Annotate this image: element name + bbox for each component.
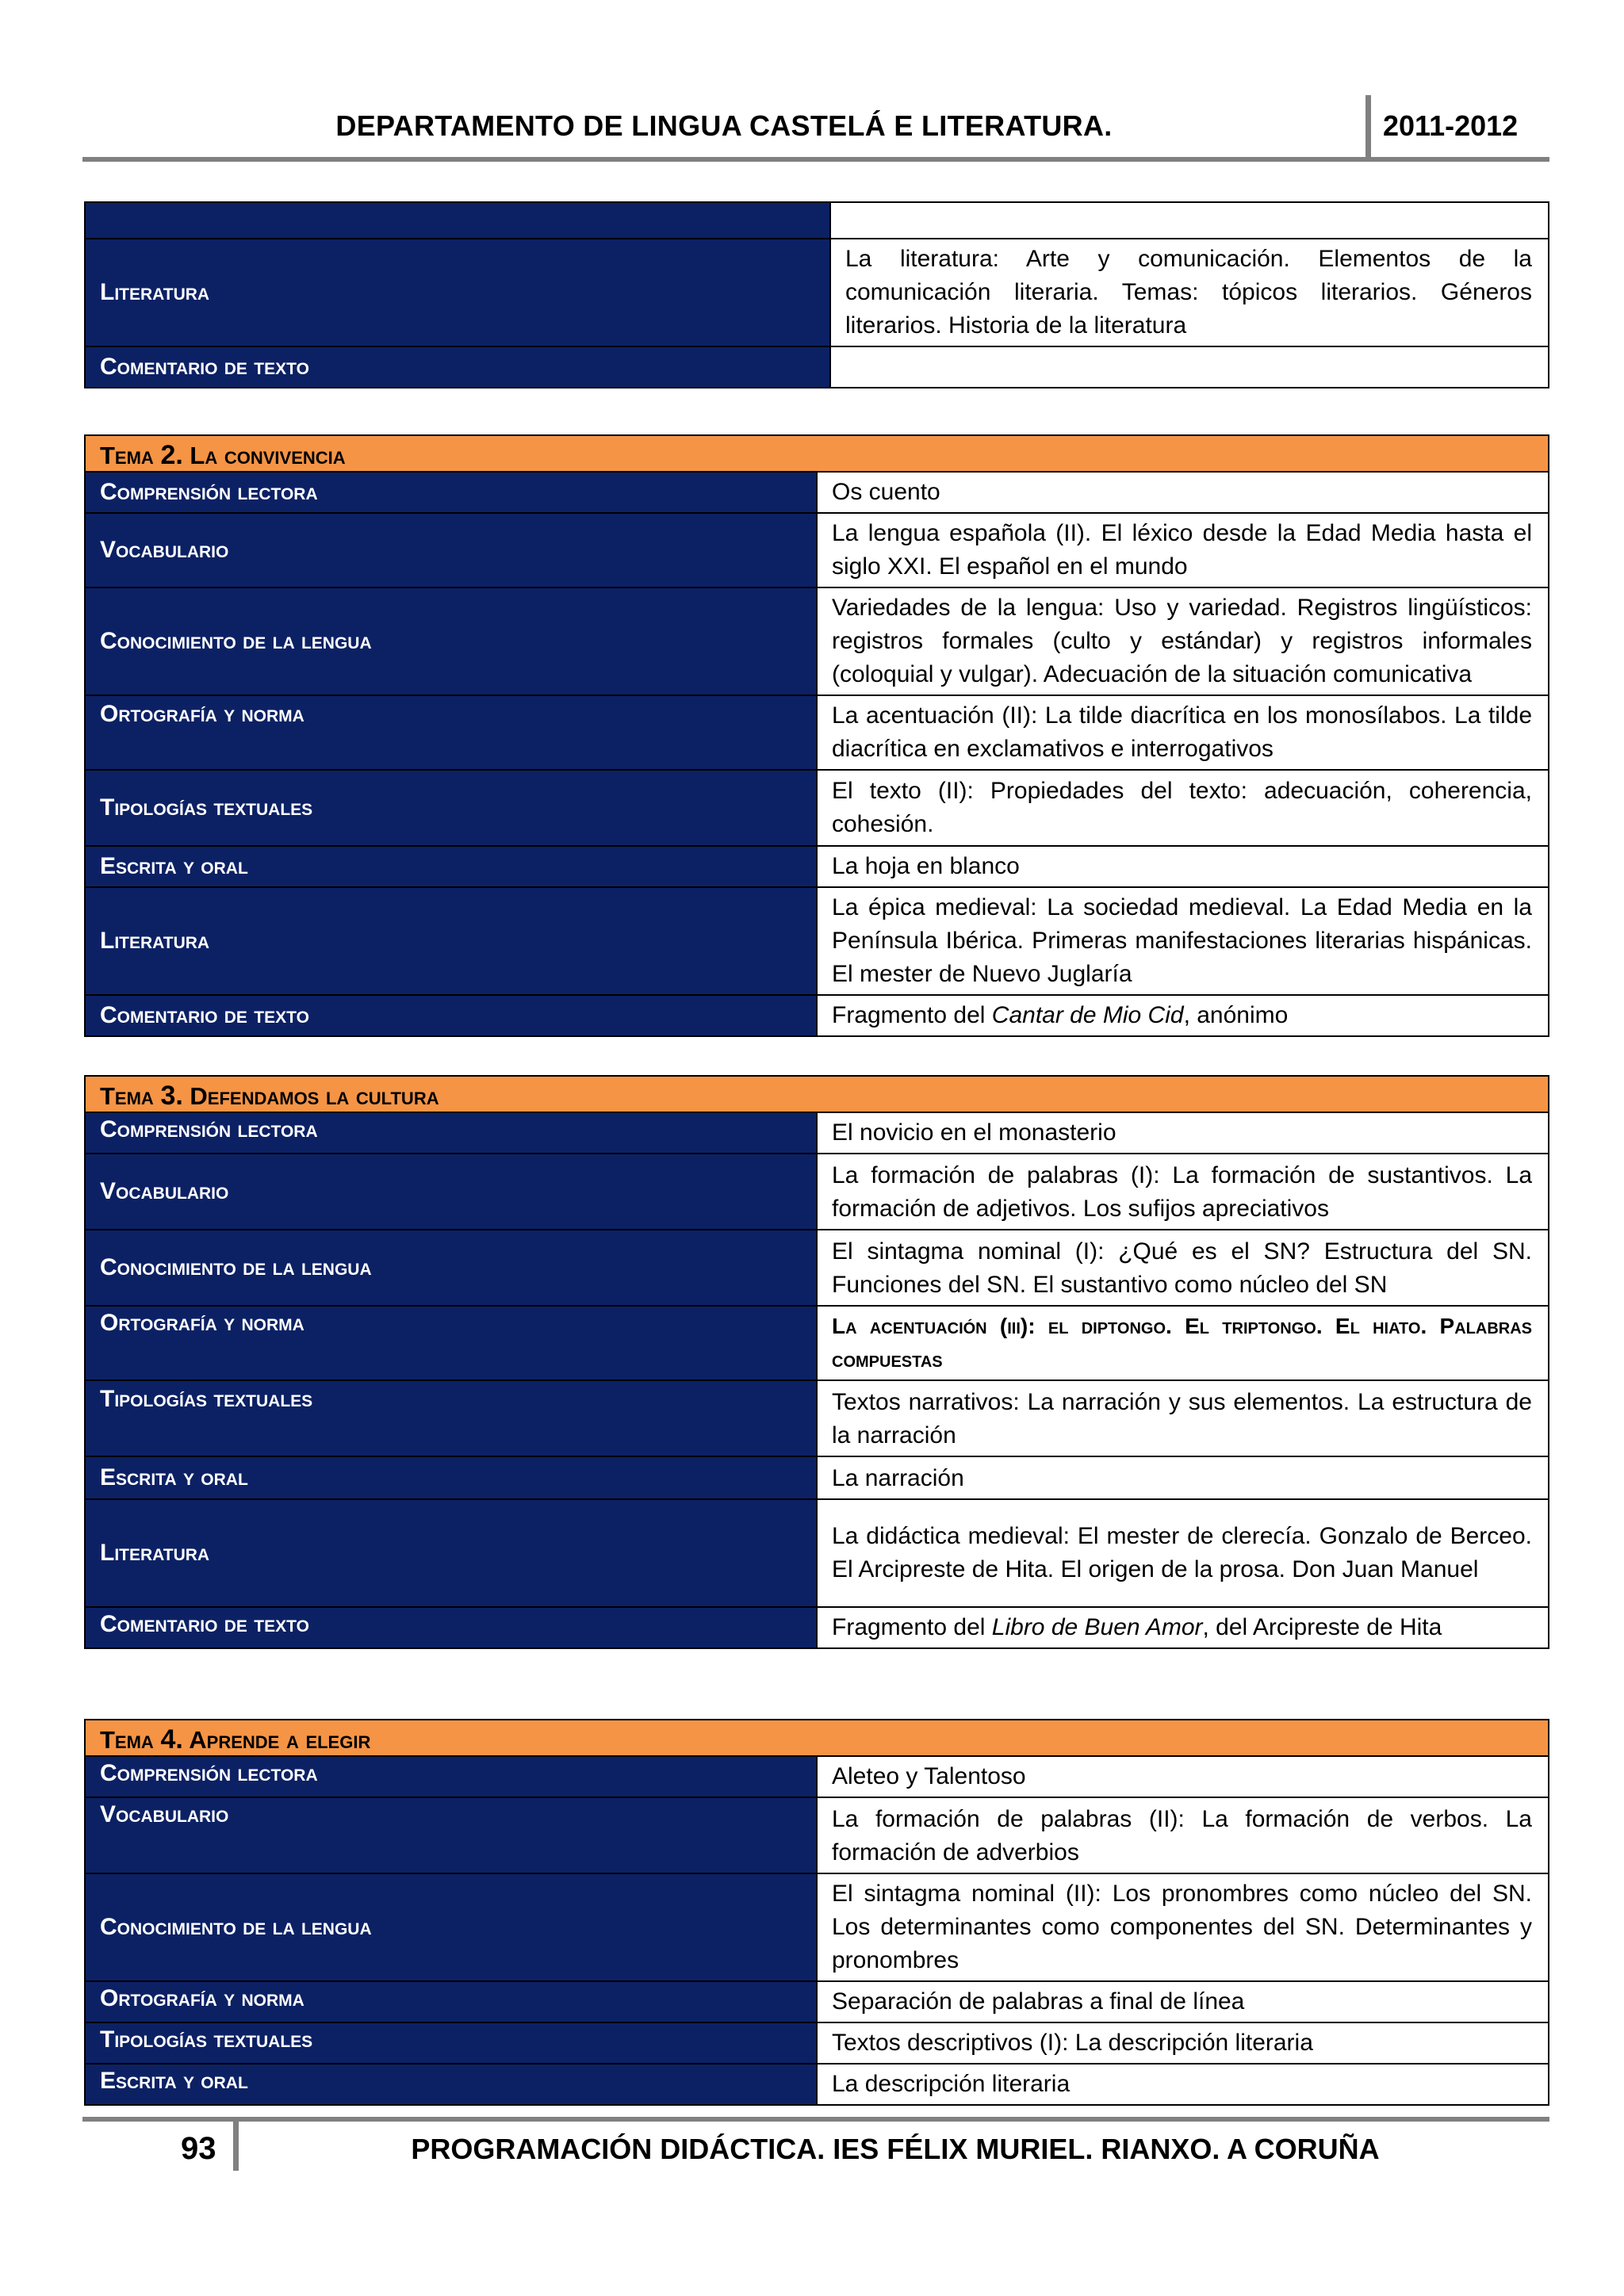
footer-title: PROGRAMACIÓN DIDÁCTICA. IES FÉLIX MURIEL. RIANXO. A CORUÑA	[411, 2133, 1380, 2165]
tema-heading: Tema 2. La convivencia	[85, 435, 1549, 472]
table-row	[85, 846, 1549, 887]
row-value: Separación de palabras a final de línea	[817, 1981, 1549, 2022]
row-value: Aleteo y Talentoso	[817, 1756, 1549, 1797]
header-divider	[1365, 95, 1371, 160]
row-label: Ortografía y norma	[85, 1981, 817, 2022]
row-label: Literatura	[85, 1499, 817, 1607]
table-row	[85, 239, 1549, 346]
row-label: Tipologías textuales	[85, 770, 817, 846]
table-row	[85, 2022, 1549, 2064]
row-label: Vocabulario	[85, 1797, 817, 1873]
row-label	[85, 202, 830, 239]
row-label: Ortografía y norma	[85, 695, 817, 770]
tema-heading-row	[85, 435, 1549, 472]
table-row	[85, 202, 1549, 239]
row-value: La acentuación (iii): el diptongo. El triptongo. El hiato. Palabras compuestas	[817, 1306, 1549, 1380]
row-value: Fragmento del Cantar de Mio Cid, anónimo	[817, 995, 1549, 1036]
table-row	[85, 1756, 1549, 1797]
row-value: La lengua española (II). El léxico desde la Edad Media hasta el siglo XXI. El español en el mundo	[817, 513, 1549, 587]
row-label: Escrita y oral	[85, 2064, 817, 2105]
table-row	[85, 513, 1549, 587]
row-value: El novicio en el monasterio	[817, 1112, 1549, 1154]
table-row	[85, 1607, 1549, 1648]
tema-heading: Tema 3. Defendamos la cultura	[85, 1076, 1549, 1112]
row-value	[830, 202, 1549, 239]
row-value: La narración	[817, 1456, 1549, 1499]
table-row	[85, 472, 1549, 513]
row-value: Textos descriptivos (I): La descripción literaria	[817, 2022, 1549, 2064]
table-row	[85, 1981, 1549, 2022]
row-label: Comentario de texto	[85, 346, 830, 388]
tema-heading-row	[85, 1076, 1549, 1112]
footer-rule	[82, 2117, 1549, 2122]
department-title: DEPARTAMENTO DE LINGUA CASTELÁ E LITERATURA.	[335, 109, 1113, 142]
row-label: Literatura	[85, 887, 817, 995]
row-value: La formación de palabras (II): La formación de verbos. La formación de adverbios	[817, 1797, 1549, 1873]
work-title: Cantar de Mio Cid	[991, 1002, 1184, 1028]
row-label: Conocimiento de la lengua	[85, 1873, 817, 1981]
row-label: Vocabulario	[85, 513, 817, 587]
row-label: Comentario de texto	[85, 1607, 817, 1648]
table-row	[85, 1306, 1549, 1380]
row-label: Literatura	[85, 239, 830, 346]
table-row	[85, 587, 1549, 695]
table-row	[85, 995, 1549, 1036]
row-value: La hoja en blanco	[817, 846, 1549, 887]
row-value: La literatura: Arte y comunicación. Elementos de la comunicación literaria. Temas: tópicos literarios. Géneros literarios. Historia de la literatura	[830, 239, 1549, 346]
row-label: Comprensión lectora	[85, 1756, 817, 1797]
row-label: Comentario de texto	[85, 995, 817, 1036]
row-value: Textos narrativos: La narración y sus elementos. La estructura de la narración	[817, 1380, 1549, 1456]
header-rule	[82, 157, 1549, 162]
page-number: 93	[181, 2131, 216, 2166]
row-value: Os cuento	[817, 472, 1549, 513]
tema-heading: Tema 4. Aprende a elegir	[85, 1720, 1549, 1756]
tema1-continuation-table	[84, 201, 1549, 388]
row-label: Conocimiento de la lengua	[85, 1230, 817, 1306]
row-value: La didáctica medieval: El mester de clerecía. Gonzalo de Berceo. El Arcipreste de Hita. El origen de la prosa. Don Juan Manuel	[817, 1499, 1549, 1607]
row-label: Tipologías textuales	[85, 2022, 817, 2064]
row-value: Variedades de la lengua: Uso y variedad. Registros lingüísticos: registros formales (culto y estándar) y registros informales (coloquial y vulgar). Adecuación de la situación comunicativa	[817, 587, 1549, 695]
row-label: Comprensión lectora	[85, 1112, 817, 1154]
table-row	[85, 770, 1549, 846]
row-value: La formación de palabras (I): La formación de sustantivos. La formación de adjetivos. Los sufijos apreciativos	[817, 1154, 1549, 1230]
row-label: Escrita y oral	[85, 1456, 817, 1499]
table-row	[85, 1873, 1549, 1981]
table-row	[85, 1230, 1549, 1306]
page-footer	[82, 2117, 1549, 2180]
row-label: Vocabulario	[85, 1154, 817, 1230]
row-value: La descripción literaria	[817, 2064, 1549, 2105]
row-value: El sintagma nominal (I): ¿Qué es el SN? Estructura del SN. Funciones del SN. El sustantivo como núcleo del SN	[817, 1230, 1549, 1306]
table-row	[85, 2064, 1549, 2105]
row-value: La épica medieval: La sociedad medieval. La Edad Media en la Península Ibérica. Primeras manifestaciones literarias hispánicas. El mester de Nuevo Juglaría	[817, 887, 1549, 995]
table-row	[85, 1456, 1549, 1499]
page-header	[82, 95, 1549, 160]
row-label: Tipologías textuales	[85, 1380, 817, 1456]
row-label: Escrita y oral	[85, 846, 817, 887]
table-row	[85, 346, 1549, 388]
table-row	[85, 1499, 1549, 1607]
tema2-table	[84, 434, 1549, 1037]
footer-divider	[233, 2117, 239, 2171]
work-title: Libro de Buen Amor	[991, 1614, 1203, 1640]
row-value: El sintagma nominal (II): Los pronombres como núcleo del SN. Los determinantes como componentes del SN. Determinantes y pronombres	[817, 1873, 1549, 1981]
table-row	[85, 1380, 1549, 1456]
table-row	[85, 1154, 1549, 1230]
row-value	[830, 346, 1549, 388]
row-label: Ortografía y norma	[85, 1306, 817, 1380]
row-value: El texto (II): Propiedades del texto: adecuación, coherencia, cohesión.	[817, 770, 1549, 846]
table-row	[85, 1112, 1549, 1154]
row-value: La acentuación (II): La tilde diacrítica en los monosílabos. La tilde diacrítica en exclamativos e interrogativos	[817, 695, 1549, 770]
row-label: Conocimiento de la lengua	[85, 587, 817, 695]
tema-heading-row	[85, 1720, 1549, 1756]
tema4-table	[84, 1719, 1549, 2106]
tema3-table	[84, 1075, 1549, 1649]
table-row	[85, 887, 1549, 995]
table-row	[85, 695, 1549, 770]
row-label: Comprensión lectora	[85, 472, 817, 513]
row-value: Fragmento del Libro de Buen Amor, del Arcipreste de Hita	[817, 1607, 1549, 1648]
school-year: 2011-2012	[1383, 109, 1519, 142]
table-row	[85, 1797, 1549, 1873]
